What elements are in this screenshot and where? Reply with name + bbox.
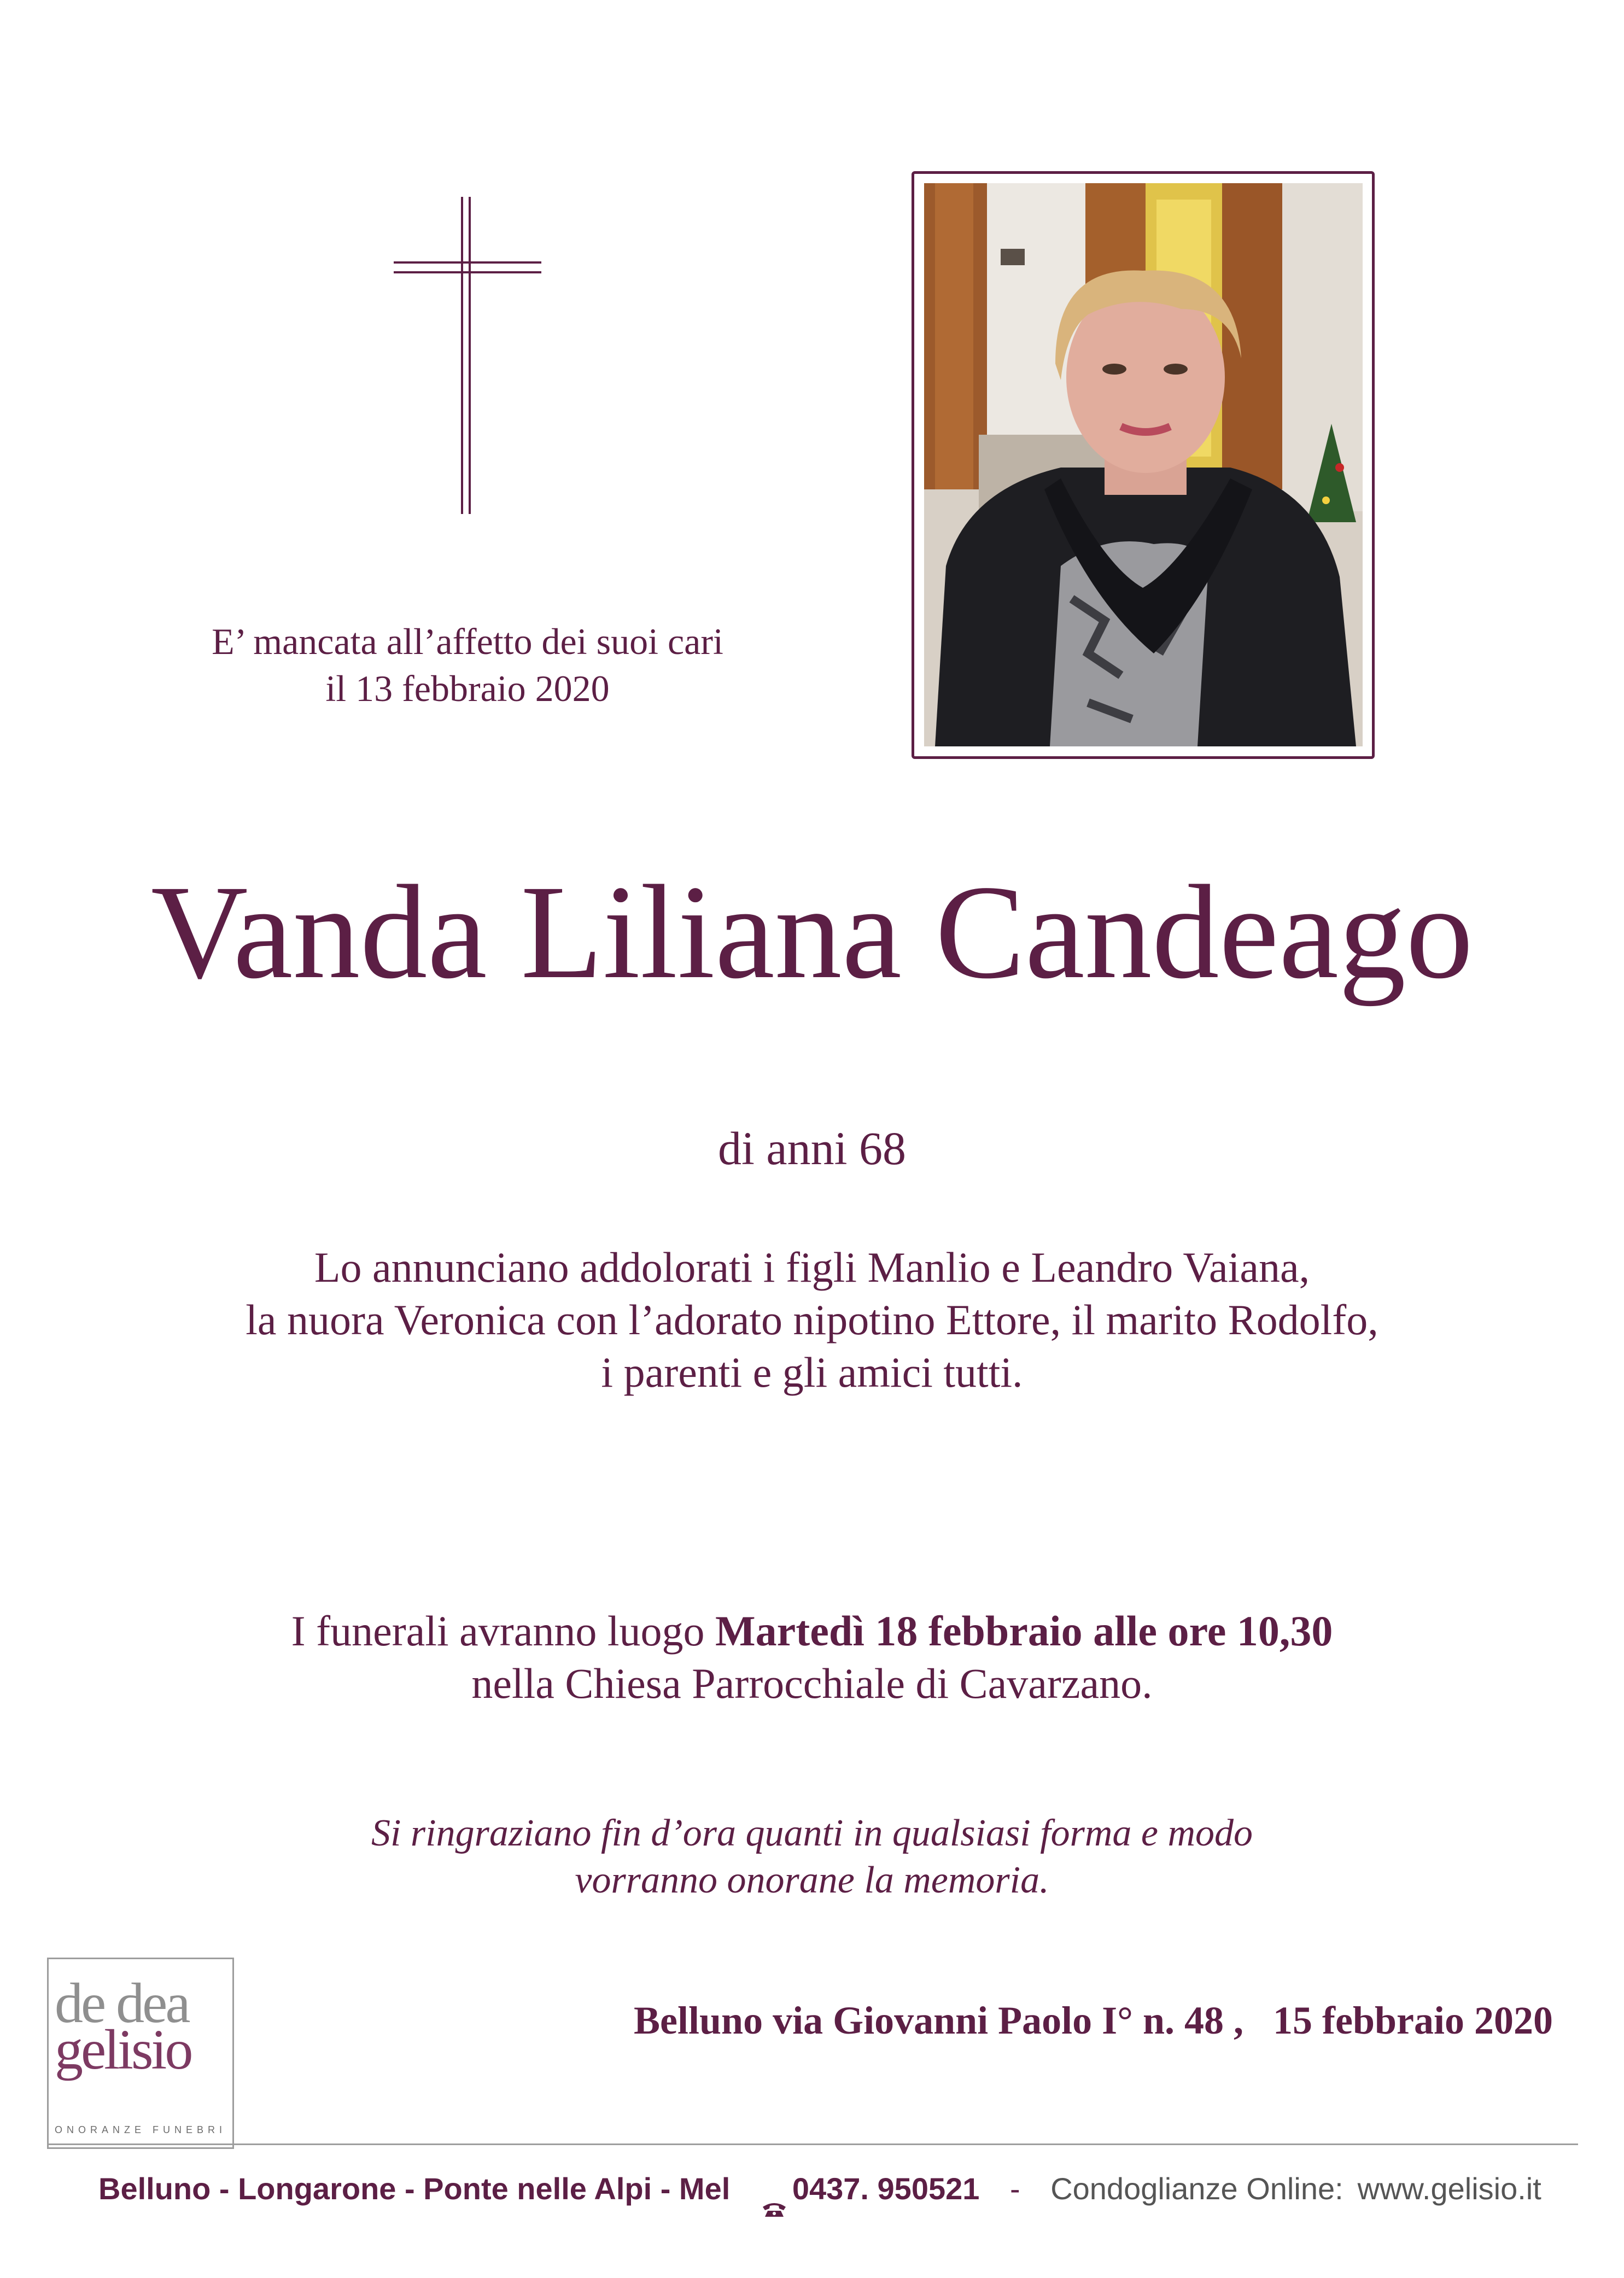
condolences-label: Condoglianze Online:: [1050, 2171, 1343, 2206]
logo-text-line-1: de dea: [55, 1972, 189, 2035]
website-link[interactable]: www.gelisio.it: [1357, 2171, 1541, 2206]
funeral-prefix: I funerali avranno luogo: [291, 1607, 716, 1655]
funeral-line-2: nella Chiesa Parrocchiale di Cavarzano.: [471, 1660, 1153, 1707]
funeral-date-time: Martedì 18 febbraio alle ore 10,30: [715, 1607, 1333, 1655]
footer-bar: [98, 2164, 1586, 2213]
announce-line-2: la nuora Veronica con l’adorato nipotino Ettore, il marito Rodolfo,: [246, 1296, 1378, 1344]
thanks-line-1: Si ringraziano fin d’ora quanti in qualsiasi forma e modo: [371, 1812, 1253, 1854]
thanks-line-2: vorranno onorane la memoria.: [575, 1859, 1049, 1901]
funeral-info: [0, 1605, 1624, 1710]
passed-line-1: E’ mancata all’affetto dei suoi cari: [212, 621, 723, 662]
funeral-line-1: [0, 1605, 1624, 1657]
telephone-icon: [761, 2183, 788, 2199]
cross-icon-vertical: [461, 197, 471, 514]
thanks-text: [0, 1810, 1624, 1904]
portrait-photo: [924, 183, 1363, 746]
deceased-name: Vanda Liliana Candeago: [150, 858, 1474, 1007]
footer-towns: Belluno - Longarone - Ponte nelle Alpi - Mel: [98, 2171, 731, 2206]
passed-line-2: il 13 febbraio 2020: [325, 668, 610, 709]
cross-icon-horizontal: [394, 261, 541, 273]
passed-away-text: [126, 618, 809, 712]
logo-subtitle: ONORANZE FUNEBRI: [54, 2124, 226, 2135]
footer-phone: 0437. 950521: [792, 2171, 980, 2206]
announcement-text: [0, 1241, 1624, 1399]
announce-line-3: i parenti e gli amici tutti.: [601, 1348, 1023, 1396]
address-and-date: Belluno via Giovanni Paolo I° n. 48 , 15 febbraio 2020: [634, 1999, 1553, 2042]
footer-separator: -: [1009, 2171, 1020, 2206]
logo-text-line-2: gelisio: [55, 2018, 191, 2081]
announce-line-1: Lo annunciano addolorati i figli Manlio e Leandro Vaiana,: [314, 1243, 1310, 1291]
footer-divider: [47, 2143, 1578, 2145]
deceased-age: di anni 68: [718, 1122, 906, 1175]
